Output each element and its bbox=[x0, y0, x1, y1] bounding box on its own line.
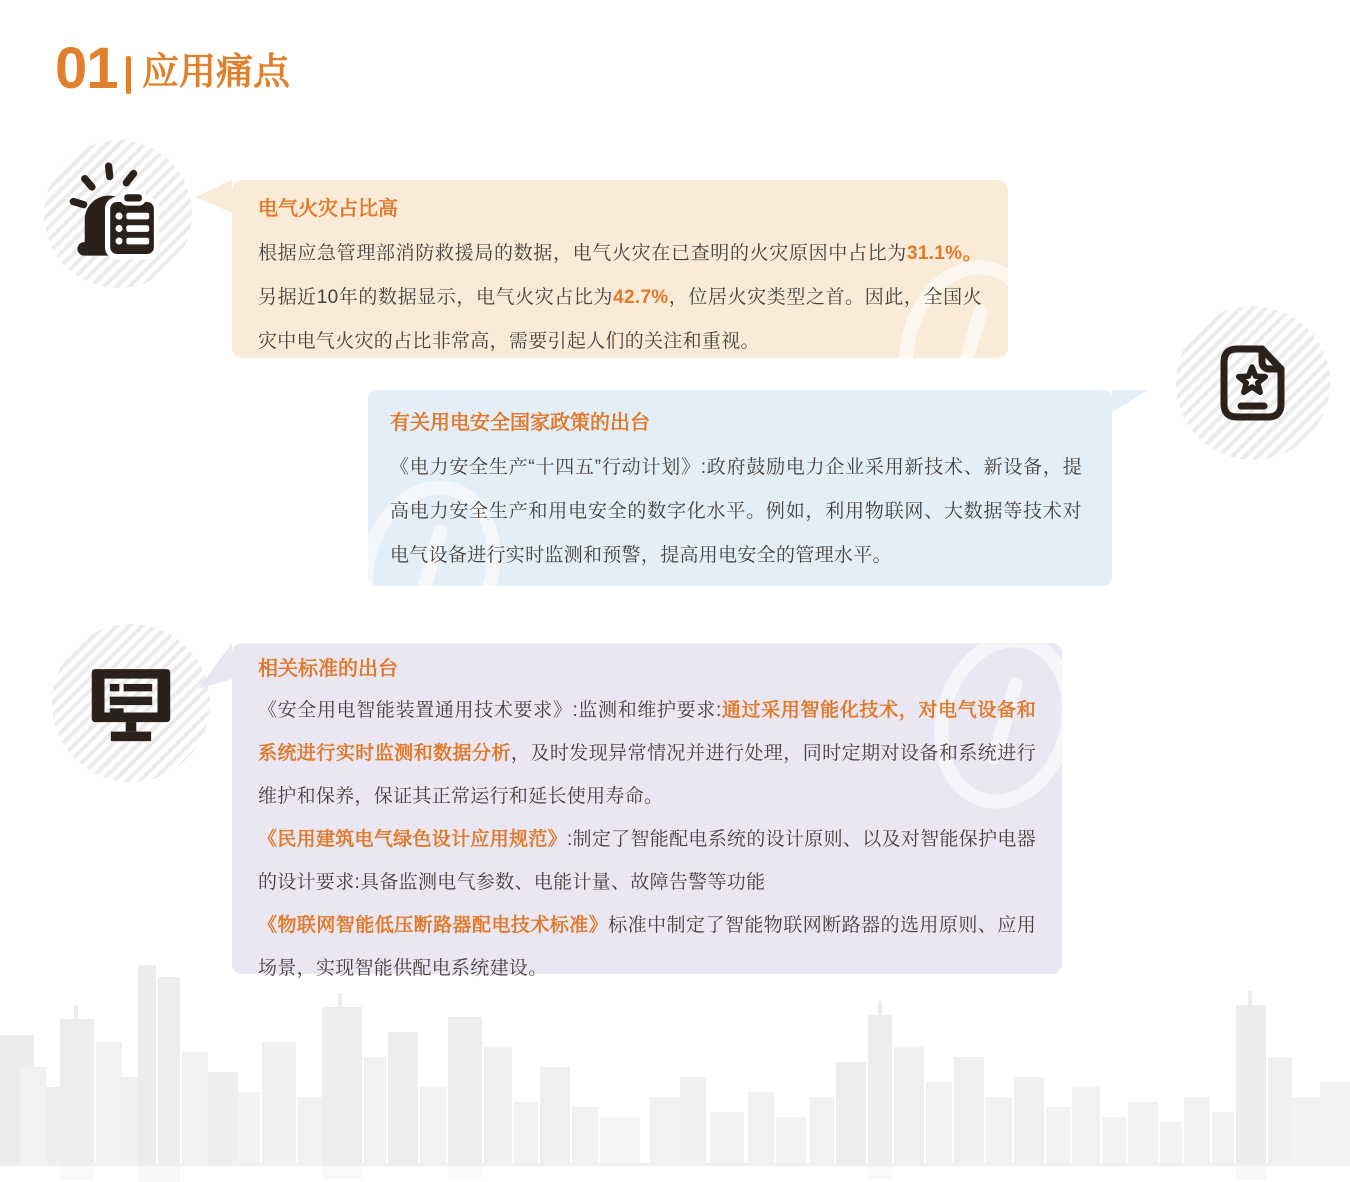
card-standards bbox=[232, 643, 1062, 979]
monitor-list-icon bbox=[52, 624, 210, 782]
standard-name: 《物联网智能低压断路器配电技术标准》 bbox=[258, 915, 609, 936]
standard-name: 《民用建筑电气绿色设计应用规范》 bbox=[258, 829, 567, 850]
card-title: 相关标准的出台 bbox=[258, 658, 398, 680]
card-title: 有关用电安全国家政策的出台 bbox=[390, 412, 650, 434]
highlight-stat: 42.7% bbox=[613, 287, 669, 308]
card-body bbox=[258, 904, 1036, 990]
text-segment: 标准中制定了智能物联网断路器的选用原则、应用场景，实现智能供配电系统建设。 bbox=[258, 915, 1036, 979]
document-star-icon bbox=[1176, 306, 1330, 460]
card-title: 电气火灾占比高 bbox=[258, 198, 398, 220]
text-segment: :制定了智能配电系统的设计原则、以及对智能保护电器的设计要求:具备监测电气参数、电能计量、故障告警等功能 bbox=[258, 829, 1036, 893]
card-body bbox=[390, 446, 1082, 578]
card-national-policy bbox=[368, 390, 1112, 586]
text-segment: ，位居火灾类型之首。因此，全国火灾中电气火灾的占比非常高，需要引起人们的关注和重视。 bbox=[258, 287, 982, 352]
alarm-checklist-icon bbox=[44, 140, 192, 288]
card2-pointer bbox=[1112, 390, 1148, 412]
document-star-glyph bbox=[1203, 333, 1303, 433]
card-electrical-fire bbox=[232, 180, 1008, 358]
alarm-checklist-glyph bbox=[66, 162, 170, 266]
highlight-phrase: 通过采用智能化技术，对电气设备和系统进行实时监测和数据分析 bbox=[258, 700, 1036, 764]
card-body bbox=[258, 689, 1036, 818]
text-segment: ，及时发现异常情况并进行处理，同时定期对设备和系统进行维护和保养，保证其正常运行和延长使用寿命。 bbox=[258, 743, 1036, 807]
card1-pointer bbox=[196, 180, 232, 213]
text-segment: 《安全用电智能装置通用技术要求》:监测和维护要求: bbox=[258, 700, 722, 721]
card-body bbox=[258, 232, 982, 364]
card-body bbox=[258, 818, 1036, 904]
highlight-stat: 31.1%。 bbox=[906, 243, 982, 264]
text-segment: 另据近10年的数据显示，电气火灾占比为 bbox=[258, 287, 614, 308]
text-segment: 根据应急管理部消防救援局的数据，电气火灾在已查明的火灾原因中占比为 bbox=[258, 243, 907, 264]
monitor-list-glyph bbox=[78, 650, 184, 756]
page-title: 应用痛点 bbox=[142, 51, 290, 92]
text-segment: 《电力安全生产“十四五”行动计划》:政府鼓励电力企业采用新技术、新设备，提高电力安全生产和用电安全的数字化水平。例如，利用物联网、大数据等技术对电气设备进行实时监测和预警，提高用电安全的管理水平。 bbox=[390, 457, 1082, 566]
section-number: 01 bbox=[55, 36, 118, 101]
header-divider bbox=[126, 56, 131, 94]
